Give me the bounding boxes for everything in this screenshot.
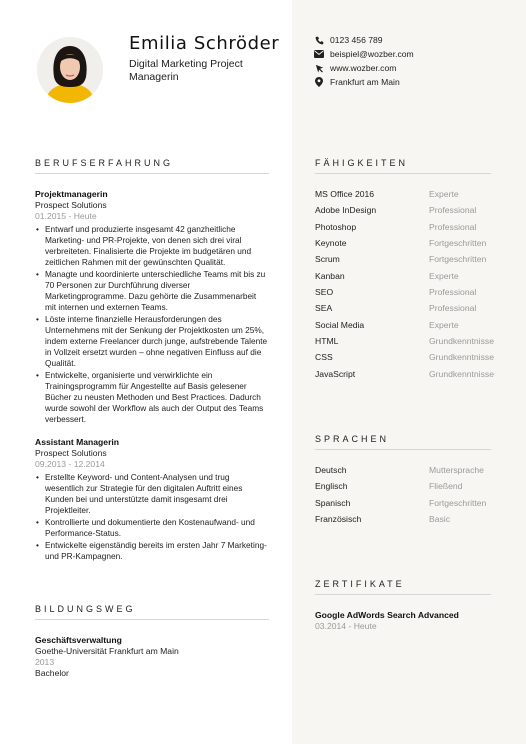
certificate-date: 03.2014 - Heute xyxy=(315,621,377,631)
skill-name: Adobe InDesign xyxy=(315,205,377,215)
skill-level: Experte xyxy=(429,189,459,199)
skill-row xyxy=(315,287,495,303)
language-row xyxy=(315,514,495,530)
education-heading: BILDUNGSWEG xyxy=(35,604,136,614)
skill-name: HTML xyxy=(315,336,339,346)
contact-location xyxy=(314,75,414,89)
skill-row xyxy=(315,352,495,368)
education-divider xyxy=(35,619,269,620)
person-job-title: Digital Marketing Project Managerin xyxy=(129,58,243,83)
language-name: Englisch xyxy=(315,481,348,491)
skill-name: Social Media xyxy=(315,320,365,330)
job-company: Prospect Solutions xyxy=(35,200,107,210)
phone-icon xyxy=(314,35,324,45)
education-year: 2013 xyxy=(35,657,55,667)
skill-level: Experte xyxy=(429,320,459,330)
job-bullet: • Löste interne finanzielle Herausforderungen des Unternehmens mit der Senkung der Projektkosten um 25%, indem externe Freelancer durch junge, aufstrebende Talente in Vollzeit ersetzt wurden – ohne negativen Einfluss auf die Qualität. xyxy=(45,314,269,369)
skill-name: SEO xyxy=(315,287,334,297)
skill-name: Photoshop xyxy=(315,222,357,232)
job-date: 09.2013 - 12.2014 xyxy=(35,459,105,469)
skill-row xyxy=(315,238,495,254)
job-company: Prospect Solutions xyxy=(35,448,107,458)
skill-name: CSS xyxy=(315,352,333,362)
job-title: Assistant Managerin xyxy=(35,437,120,447)
skill-level: Professional xyxy=(429,222,477,232)
languages-divider xyxy=(315,449,491,450)
contact-location-text: Frankfurt am Main xyxy=(330,77,400,87)
skill-level: Professional xyxy=(429,303,477,313)
skill-level: Grundkenntnisse xyxy=(429,336,494,346)
language-level: Fortgeschritten xyxy=(429,498,487,508)
certificate-title: Google AdWords Search Advanced xyxy=(315,610,459,620)
skill-level: Fortgeschritten xyxy=(429,238,487,248)
education-degree: Bachelor xyxy=(35,668,69,678)
skill-row xyxy=(315,336,495,352)
job-bullet: • Kontrollierte und dokumentierte den Kostenaufwand- und Performance-Status. xyxy=(45,517,269,539)
skill-row xyxy=(315,320,495,336)
skill-row xyxy=(315,205,495,221)
skill-name: Keynote xyxy=(315,238,347,248)
skill-row xyxy=(315,254,495,270)
experience-heading: BERUFSERFAHRUNG xyxy=(35,158,174,168)
language-name: Spanisch xyxy=(315,498,351,508)
skill-row xyxy=(315,271,495,287)
job-date: 01.2015 - Heute xyxy=(35,211,97,221)
job-title: Projektmanagerin xyxy=(35,189,108,199)
language-level: Basic xyxy=(429,514,451,524)
skill-level: Grundkenntnisse xyxy=(429,352,494,362)
education-school: Goethe-Universität Frankfurt am Main xyxy=(35,646,179,656)
skill-level: Professional xyxy=(429,205,477,215)
education-title: Geschäftsverwaltung xyxy=(35,635,122,645)
contact-email-text: beispiel@wozber.com xyxy=(330,49,414,59)
job-bullets xyxy=(35,472,269,562)
skill-level: Experte xyxy=(429,271,459,281)
language-level: Fließend xyxy=(429,481,463,491)
language-row xyxy=(315,498,495,514)
job-entry xyxy=(35,189,269,426)
skill-level: Professional xyxy=(429,287,477,297)
education-entry xyxy=(35,635,269,679)
contact-email xyxy=(314,47,414,61)
skills-heading: FÄHIGKEITEN xyxy=(315,158,409,168)
experience-divider xyxy=(35,173,269,174)
mail-icon xyxy=(314,49,324,59)
skill-name: SEA xyxy=(315,303,333,313)
contact-phone-text: 0123 456 789 xyxy=(330,35,383,45)
profile-photo xyxy=(37,37,103,103)
contact-phone xyxy=(314,33,414,47)
language-row xyxy=(315,465,495,481)
skill-row xyxy=(315,303,495,319)
skill-row xyxy=(315,189,495,205)
skill-name: Kanban xyxy=(315,271,345,281)
job-entry xyxy=(35,437,269,563)
certificates-heading: ZERTIFIKATE xyxy=(315,579,405,589)
job-bullet: • Entwickelte, organisierte und verwirklichte ein Trainingsprogramm für Angestellte auf Basis gelesener Bücher zu neusten Methoden und Best Practices. Dadurch wurde sowohl der Workflow als auch der Output des Teams verbessert. xyxy=(45,370,269,425)
job-bullets xyxy=(35,224,269,425)
language-row xyxy=(315,481,495,497)
cursor-icon xyxy=(314,63,324,73)
person-name: Emilia Schröder xyxy=(129,33,280,54)
skill-level: Grundkenntnisse xyxy=(429,369,494,379)
language-name: Französisch xyxy=(315,514,362,524)
contact-website-text: www.wozber.com xyxy=(330,63,397,73)
languages-heading: SPRACHEN xyxy=(315,434,390,444)
job-bullet: • Managte und koordinierte unterschiedliche Teams mit bis zu 70 Personen zur Durchführung diverser Marketingprogramme. Dazu gehörte die Zusammenarbeit mit internen und externen Teams. xyxy=(45,269,269,313)
job-bullet: • Entwickelte eigenständig bereits im ersten Jahr 7 Marketing- und PR-Kampagnen. xyxy=(45,540,269,562)
contact-website xyxy=(314,61,414,75)
job-bullet: • Erstellte Keyword- und Content-Analysen und trug wesentlich zur Strategie für den digitalen Auftritt eines Kunden bei und unterstützte damit insgesamt drei Projektleiter. xyxy=(45,472,269,516)
skill-row xyxy=(315,369,495,385)
skill-name: MS Office 2016 xyxy=(315,189,375,199)
language-name: Deutsch xyxy=(315,465,347,475)
skills-divider xyxy=(315,173,491,174)
certificates-divider xyxy=(315,594,491,595)
job-bullet: • Entwarf und produzierte insgesamt 42 ganzheitliche Marketing- und PR-Projekte, von denen sich drei viral verbreiteten. Finalisierte die Projekte im budgetären und zeitlichen Rahmen mit der gewünschten Qualität. xyxy=(45,224,269,268)
skill-name: JavaScript xyxy=(315,369,356,379)
location-pin-icon xyxy=(314,77,324,87)
skill-name: Scrum xyxy=(315,254,340,264)
language-level: Muttersprache xyxy=(429,465,484,475)
skill-row xyxy=(315,222,495,238)
contact-list xyxy=(314,33,414,89)
certificate-entry xyxy=(315,610,491,632)
skill-level: Fortgeschritten xyxy=(429,254,487,264)
